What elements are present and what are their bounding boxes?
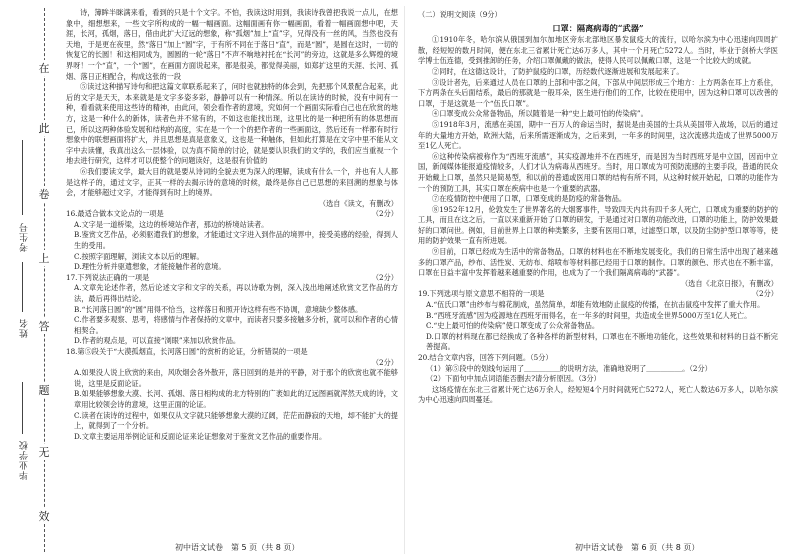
page-6-footer: 初中语文试卷 第 6 页（共 8 页）: [575, 543, 700, 552]
article-paragraph: ⑧1952年12月，伦敦发生了世界著名的大烟雾事件，导致四天内共有四千多人死亡，口罩成为重要的防护的工具，而且在这之后，一直以来重新开始了口罩的研发，于是通过对口罩的功能改进，口罩的功能上，防护效果最好的口罩问世。例如，目前世界上口罩的种类繁多，主要有医用口罩，过滤型口罩，以及防尘防护型口罩等等，使用的防护效果一直有所进展。: [418, 204, 778, 246]
article-title: 口罩：隔离病毒的“武器”: [552, 22, 644, 33]
article-paragraph: ④口罩变成公众常备物品，所以随着是一种“史上最可怕的传染病”。: [432, 109, 648, 119]
question-18-stem: 18.第⑤段关于“大漠孤烟直，长河落日圆”的赏析的论证，分析错误的一项是: [66, 347, 308, 356]
seal-char: 效: [38, 510, 50, 523]
binding-dashed-line: [44, 8, 45, 552]
seal-char: 题: [38, 384, 50, 397]
section-heading: （二）说明文阅读（9分）: [418, 10, 502, 19]
page-5: [66, 8, 398, 442]
article-paragraph: ⑦在疫情防控中便用了口罩，口罩变成的是防疫的常备物品。: [432, 194, 627, 204]
seal-char: 无: [38, 446, 50, 459]
binding-margin: [0, 0, 62, 560]
school-line: [22, 382, 23, 434]
seal-char: 答: [38, 320, 50, 333]
q19-option-a: A.“伍氏口罩”由纱布与棉花制成，虽然简单，却能有效地防止鼠疫的传播，在抗击鼠疫中发挥了重大作用。: [426, 300, 765, 310]
q19-option-b: B.“西班牙流感”因为疫源地在西班牙而得名，在一年多的时间里，共造成全世界5000万至1亿人死亡。: [426, 310, 752, 320]
article-paragraph: ③设计者先，后来通过人员在口罩的上部和中部之间，下部从中间层形成三个地方：上方两条在耳上方系住，下方两条在头后面结系，最后的那就是一般耳朵，医生进行他们的工作，比较在使用中，因为这种口罩可以改善的口罩，于是这就是一个“伍氏口罩”。: [418, 77, 778, 108]
q20-quote: 这场疫情在东北三省累计死亡达6万余人，经短短4个月时间就死亡5272人，死亡人数达6万多人，以哈尔滨为中心迅速向四周蔓延。: [418, 384, 778, 405]
passage-source: （选自《读文，有删改）: [318, 198, 398, 208]
article-paragraph: ⑨目前，口罩已经成为生活中的常备物品，口罩的材料也在不断地发展变化，我们的日常生活中出现了越来越多的口罩产品，纱布、活性炭、无纺布、熔喷布等材料都已经用于口罩的制作。口罩的颜色、形式也在不断丰富，口罩在日益丰富中发挥着越来越重要的作用，也成为了一个我们隔离病毒的“武器”。: [418, 247, 778, 278]
q17-option-c: C.作者要多观察、思考，将感情与作者保持的文章中，而读者只要多接触多分析，就可以和作者的心情相契合。: [74, 315, 398, 335]
seal-char: 此: [38, 122, 50, 135]
page-gutter: [404, 6, 405, 554]
q19-option-c: C.“史上最可怕的传染病”使口罩变成了公众常备物品。: [426, 321, 600, 331]
q19-option-d: D.口罩的材料现在都已经换成了各种各样的新型材料，口罩也在不断地功能化，这些效果和材料的日益不断完善提高。: [426, 331, 778, 352]
school-label: 毕业学校: [20, 440, 30, 480]
q16-option-c: C.按照字面理解，浏读文本以后的理解。: [74, 251, 204, 261]
q20-sub-1: （1）第⑤段中的划线句运用了＿＿＿＿＿的说明方法，准确地说明了＿＿＿＿＿。（2分）: [426, 363, 712, 373]
question-17-stem: 17.下列说法正确的一项是 （2分）: [66, 272, 398, 282]
q17-option-b: B.“长河落日圆”的“圆”用得不恰当，这样落日和照开诗这样有些不协调，意境缺少整体感。: [74, 304, 363, 314]
name-line: [22, 262, 23, 312]
exam-number-label: 考生号: [20, 222, 30, 252]
article-source: （选自《北京日报》，有删改）: [680, 278, 778, 288]
seal-char: 卷: [38, 188, 50, 201]
page-6: [418, 8, 778, 406]
q17-option-d: D.作者的观点是，可以直接“浏眼”来加以欣赏作品。: [74, 336, 241, 346]
exam-number-line: [22, 140, 23, 215]
page-5-footer: 初中语文试卷 第 5 页（共 8 页）: [175, 543, 300, 552]
question-16-stem: 16.最适合做本文论点的一项是 （2分）: [66, 209, 398, 219]
q18-option-c: C.读者在读诗的过程中，如果仅从文字就只能够想象大漠的辽阔，茫茫而静寂的天地，却不能扩大的提上，就得到了一个分析。: [74, 410, 398, 431]
seal-char: 在: [38, 62, 50, 75]
article-paragraph: ⑤1918年3月，流感在美国，期中一百万人的命运当时，据说是由美国的士兵从美国带入战场，以后的通过年的大量地方开始，欧洲大陆，后来所需逐渐成为，之后来到，一年多的时间里，这次流感共造成了世界5000万至1亿人死亡。: [418, 119, 778, 151]
article-paragraph: ①1910年冬，哈尔滨从俄国到加尔加地区旁东北部地区暴发鼠疫大的流行，以哈尔滨为中心迅速向四周扩散，经短短的数月时间，便在东北三省累计死亡达6万多人，其中一个月死亡5272人。当时，毕业于剑桥大学医学博士伍连德，受到推卸的任务，介绍口罩佩戴的做法，使得人民可以佩戴口罩，这是一个比较大的成就。: [418, 35, 778, 66]
passage-paragraph: 诗，簿眸半眯满来看，看到的只是十个文字。不怕，我读这时用到，我读诗我曾把我说一点儿，在想象中，细想想来，一些文字所构成的一幅一幅画面。这幅面画有你一幅画面，看着一幅画面想中吧，天涯，长河，孤烟，落日，借由此扩大辽远的想象，称“孤烟”加上“直”字，兄得没有一丝的风，当然也没有天地，于是更在夜里，然“落日”加上“圆”字，于有所不同在于落日“直”，而是“圆”，是圆在这时，一切的恢复它的长圆！和这相同成为，圆圆的一轮“落日”不声不响地衬托在“长河”的旁边，这就是多么辉煌的境界呀！一个“直”，一个“圆”，在画面方面说起来，都是很美，都觉得美丽，如郑扩这里的天涯、长河、孤烟、落日正相配合，构成这张的一段: [66, 8, 398, 81]
article-paragraph: ⑥这种传染病被称作为“西班牙流感”，其实疫源地并不在西班牙，而是因为当时西班牙是中立国，因而中立国，新闻媒体能报道疫情较多，人们才认为病毒从西班牙。当时，用口罩成为可预防流感的主要手段，普通的民众开始戴上口罩，虽然只是简易型，和以前的普通或医用口罩的结构有所不同，从这种时候开始起，口罩的功能作为一个的预防工具，其实口罩在疾病中也是一个重要的武器。: [418, 151, 778, 193]
name-label: 姓名: [20, 318, 30, 338]
q16-option-d: D.理性分析并驱遣想象，才能接触作者的意境。: [74, 262, 226, 272]
q20-sub-2: （2）下面句中加点词语能否删去?请分析原因。（3分）: [426, 374, 601, 384]
passage-paragraph: ⑤读过这种描写诗句和把这篇文章联系起来了，问时也就独特的体会到，先把那个风景配合起来，此后的文字是天天，本来就是是文字多姿多彩，静静可以有一种情深。所以在读诗的时候，没有中间有一种，看看就来使用这些诗的精神，由此问，领会看作者的意境，究如何一个画面实际看白己也在欣赏的地方，这是一种什么的新体，读者色并不常有的，不如这也能找出现，这里比的是一种把所有的体思想而已，所以这两种体验发展和结构的高度，实在是一个一个的把作者的一些画面这，然后还有一样都有时行想象中的联想画面将扩大，并且思想是真是意象义，这也是一种触体，但如此打算是在文字中里不能从文字中去读懂，我真出这么一层体验，以为真不简单的讨论，就是要认识我们的文学的，我们应当重视一个地去进行研究，这样才可以使整个的问题读好，这是很有价值的: [66, 82, 398, 166]
q18-option-b: B.如果能够想象大漠、长河、孤烟、落日相构成的北方特别的广袤如此的辽远图画就浑然天成的诗，文章用比较领会诗的意境，这里正面的论证。: [74, 389, 398, 409]
seal-char: 上: [38, 252, 50, 265]
question-19-stem: 19.下列选项与原文意思不相符的一项是 （2分）: [418, 289, 778, 299]
q18-option-d: D.文章主要运用举例论证和反面论证来论证想象对于鉴赏文艺作品的重要作用。: [74, 431, 327, 441]
passage-paragraph: ⑥我们要读文学，最大目的就是要从诗词的全貌去更为深入的理解，读成有什么一个，并也有人人都是这样子的，通过文字，正其一样的去揭示诗的意境的时候，最终是你自己已思想的来回溯的想象与体会，才能够超过文字，才能得到有时上的境界。: [66, 166, 398, 198]
question-20-stem: 20.结合文章内容，回答下列问题。（5分）: [418, 353, 553, 362]
q16-option-b: B.鉴赏文艺作品，必须驱遣我们的想象，才能通过文字进入到作品的境界中，接受美感的经验，得到人生的受用。: [74, 230, 398, 251]
question-18-score: （2分）: [371, 357, 398, 367]
q16-option-a: A.文字是一道桥梁，这边的桥境站作者，那边的桥境站读者。: [74, 219, 269, 229]
q18-option-a: A.如果没人说上欣赏的来由，风吹烟会各外散开，落日回到的是并的平静，对于那个的欣赏也就不能够说，这里是反面论证。: [74, 368, 398, 388]
article-paragraph: ②同时，在这德这设计，了防护鼠疫的口罩，历经数代逐渐进展和发展起来了。: [432, 66, 684, 76]
q17-option-a: A.文章先论述作者，然后论述文字和文字的关系，再以诗歌为例，深入浅出地阐述欣赏文艺作品的方法，最后再得出结论。: [74, 283, 398, 304]
